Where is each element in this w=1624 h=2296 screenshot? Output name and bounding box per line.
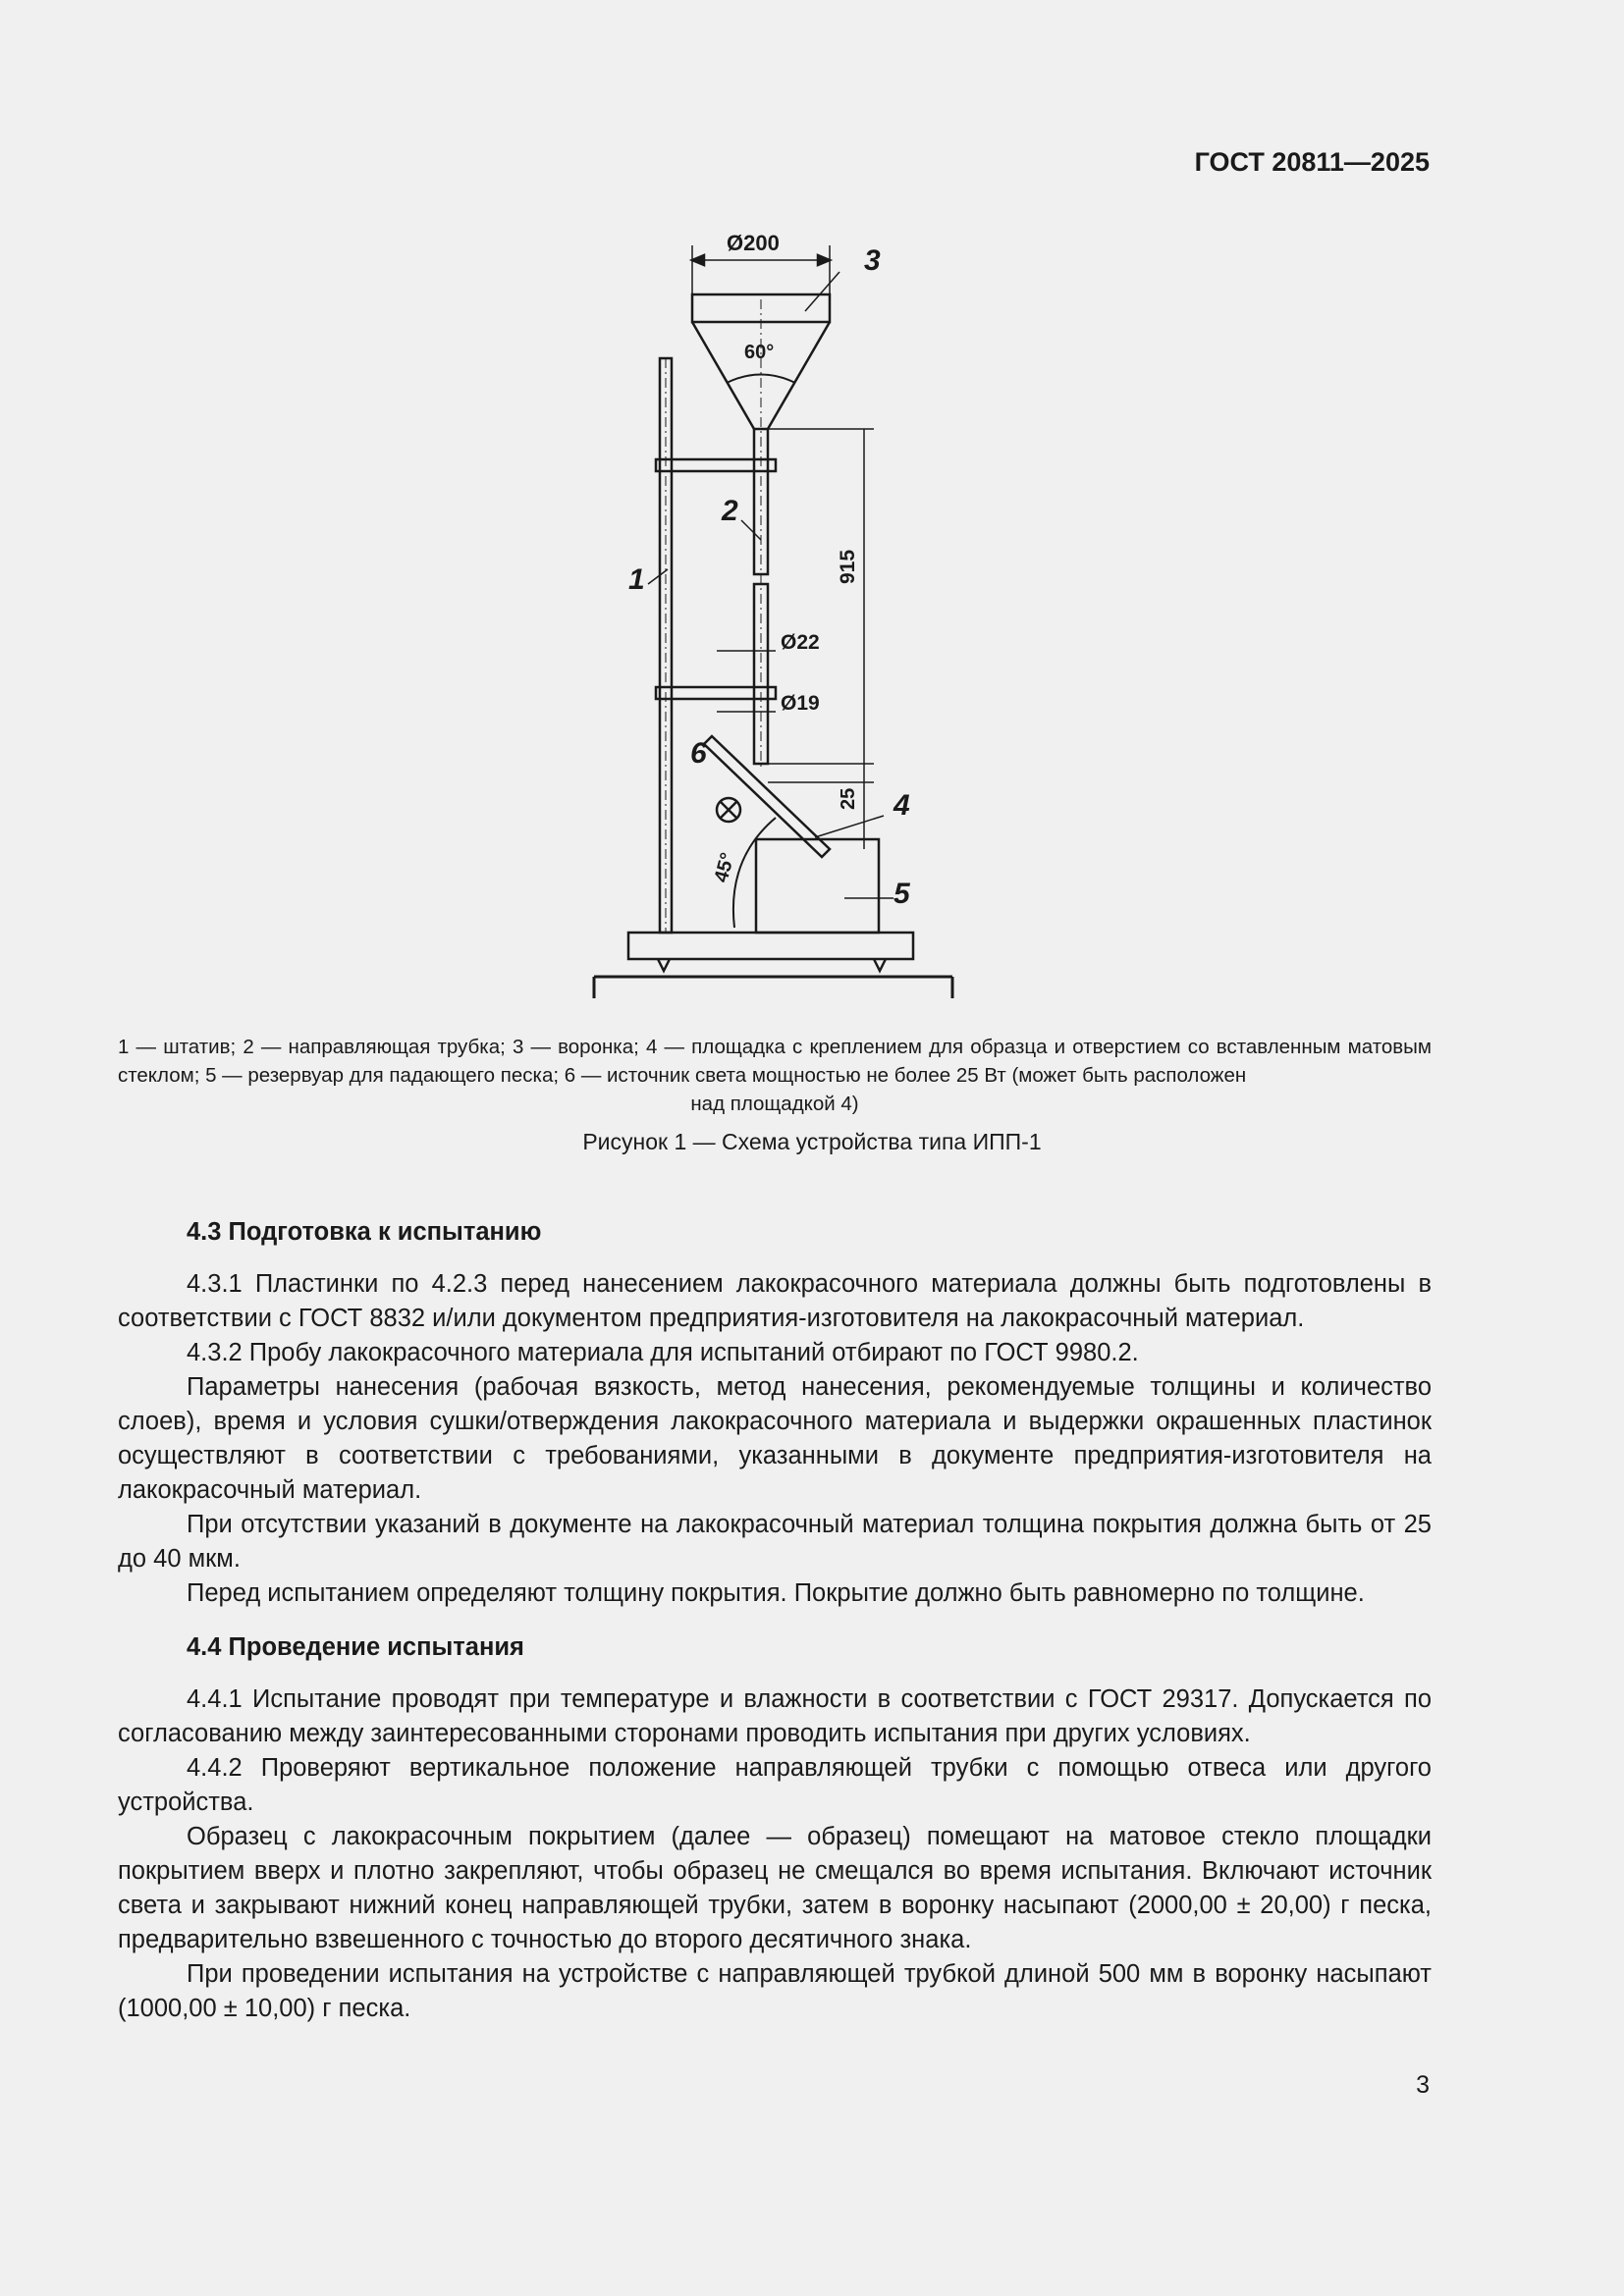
label-stand: 1: [628, 563, 645, 596]
document-code: ГОСТ 20811—2025: [1194, 147, 1430, 177]
label-funnel: 3: [864, 244, 881, 277]
paragraph: Параметры нанесения (рабочая вязкость, метод нанесения, рекомендуемые толщины и количество слоев), время и условия сушки/отверждения лакокрасочного материала и выдержки окрашенных пластинок осуществляют в соответствии с требованиями, указанными в документе предприятия-изготовителя на лакокрасочный материал.: [118, 1373, 1432, 1504]
base-plate: [628, 933, 913, 959]
paragraph: 4.4.2 Проверяют вертикальное положение направляющей трубки с помощью отвеса или другого устройства.: [118, 1754, 1432, 1816]
paragraph: 4.4.1 Испытание проводят при температуре и влажности в соответствии с ГОСТ 29317. Допускается по согласованию между заинтересованными сторонами проводить испытания при других условиях.: [118, 1685, 1432, 1747]
paragraph: При проведении испытания на устройстве с направляющей трубкой длиной 500 мм в воронку насыпают (1000,00 ± 10,00) г песка.: [118, 1960, 1432, 2022]
paragraph: 4.3.2 Пробу лакокрасочного материала для испытаний отбирают по ГОСТ 9980.2.: [187, 1339, 1139, 1366]
dim-outer-diameter: Ø22: [781, 631, 820, 654]
label-guide-tube: 2: [722, 495, 738, 527]
lower-clamp: [656, 687, 776, 699]
dim-funnel-diameter: Ø200: [727, 231, 780, 255]
figure-legend: [118, 1033, 1432, 1118]
label-reservoir: 5: [893, 878, 910, 910]
paragraph: 4.3.1 Пластинки по 4.2.3 перед нанесением лакокрасочного материала должны быть подготовлены в соответствии с ГОСТ 8832 и/или документом предприятия-изготовителя на лакокрасочный материал.: [118, 1270, 1432, 1332]
document-body: [118, 1215, 1432, 2026]
paragraph: При отсутствии указаний в документе на лакокрасочный материал толщина покрытия должна быть от 25 до 40 мкм.: [118, 1511, 1432, 1573]
dim-angle-platform: 45°: [710, 850, 739, 885]
apparatus-diagram: [579, 221, 982, 1001]
paragraph: Образец с лакокрасочным покрытием (далее — образец) помещают на матовое стекло площадки покрытием вверх и плотно закрепляют, чтобы образец не смещался во время испытания. Включают источник света и закрывают нижний конец направляющей трубки, затем в воронку насыпают (2000,00 ± 20,00) г песка, предварительно взвешенного с точностью до второго десятичного знака.: [118, 1823, 1432, 1953]
label-platform: 4: [893, 789, 910, 822]
apparatus-schematic: [579, 221, 982, 1001]
dim-inner-diameter: Ø19: [781, 692, 820, 715]
upper-clamp: [656, 459, 776, 471]
dim-angle-funnel: 60°: [744, 342, 775, 363]
dim-height: 915: [837, 549, 859, 584]
section-heading-4-4: 4.4 Проведение испытания: [187, 1633, 524, 1661]
paragraph: Перед испытанием определяют толщину покрытия. Покрытие должно быть равномерно по толщине.: [187, 1579, 1365, 1607]
figure-caption: Рисунок 1 — Схема устройства типа ИПП-1: [582, 1129, 1042, 1154]
legend-line-1: 1 — штатив; 2 — направляющая трубка; 3 — воронка; 4 — площадка с креплением для образца и отверстием со вставленным матовым стеклом; 5 — резервуар для падающего песка; 6 — источник света мощностью не более 25 Вт (может быть расположен: [118, 1036, 1432, 1087]
section-heading-4-3: 4.3 Подготовка к испытанию: [187, 1218, 542, 1246]
legend-line-2: над площадкой 4): [690, 1093, 859, 1115]
page-number: 3: [1416, 2071, 1430, 2099]
label-light-source: 6: [690, 737, 707, 770]
dim-gap: 25: [838, 787, 859, 810]
